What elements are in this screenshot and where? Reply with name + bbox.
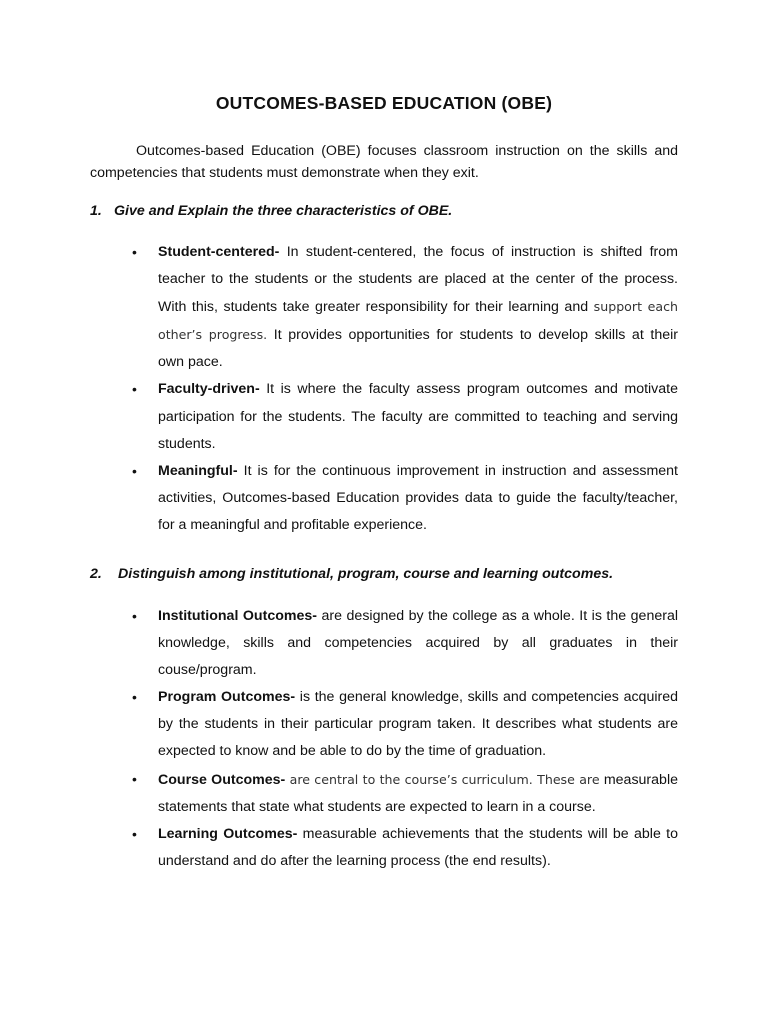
question-text: Give and Explain the three characteristics of OBE. [114,203,453,219]
bullet-point: • [132,770,137,787]
list-item [132,376,678,457]
item-text-alt-font: are central to the course’s curriculum. These are [285,771,600,787]
bullet-point: • [132,462,137,479]
list-item [132,684,678,765]
item-text: In student-centered, the focus of instruction is shifted from teacher to the students or the students are placed at the center of the process. With this, students take greater responsibility for their learning and [158,244,678,316]
outcomes-list [132,603,678,875]
intro-paragraph: Outcomes-based Education (OBE) focuses classroom instruction on the skills and competencies that students must demonstrate when they exit. [90,143,678,181]
list-item [132,239,678,376]
bullet-point: • [132,381,137,398]
question-2-heading [90,566,690,582]
item-text: is the general knowledge, skills and competencies acquired by the students in their particular program taken. It describes what students are expected to know and be able to do by the time of graduation. [158,689,678,760]
bullet-point: • [132,825,137,842]
list-item [132,603,678,684]
bullet-point: • [132,689,137,706]
term-label: Institutional Outcomes- [158,608,318,624]
term-label: Student-centered- [158,244,280,260]
term-label: Learning Outcomes- [158,825,298,842]
list-item [132,821,678,875]
question-text: Distinguish among institutional, program, course and learning outcomes. [118,566,614,582]
term-label: Meaningful- [158,462,238,479]
term-label: Program Outcomes- [158,689,296,706]
list-item [132,458,678,539]
term-label: Course Outcomes- [158,771,286,788]
document-title: OUTCOMES-BASED EDUCATION (OBE) [215,93,553,113]
bullet-point: • [132,608,137,624]
item-text: measurable achievements that the students will be able to understand and do after the learning process (the end results). [158,825,678,869]
term-label: Faculty-driven- [158,381,260,398]
characteristics-list [132,239,678,539]
list-item [132,766,678,821]
question-1-heading [90,203,690,219]
bullet-point: • [132,244,137,260]
item-text-alt-font: support each other’s progress. [158,299,678,343]
question-number: 1. [90,203,102,219]
item-text: It is for the continuous improvement in instruction and assessment activities, Outcomes-based Education provides data to guide the faculty/teacher, for a meaningful and profitable experience. [158,462,678,533]
item-text: It is where the faculty assess program outcomes and motivate participation for the students. The faculty are committed to teaching and serving students. [158,381,678,452]
item-text: measurable statements that state what students are expected to learn in a course. [158,771,678,815]
question-number: 2. [90,566,102,582]
item-text: are designed by the college as a whole. It is the general knowledge, skills and competencies acquired by all graduates in their couse/program. [158,608,678,679]
item-text: It provides opportunities for students to develop skills at their own pace. [158,327,678,371]
